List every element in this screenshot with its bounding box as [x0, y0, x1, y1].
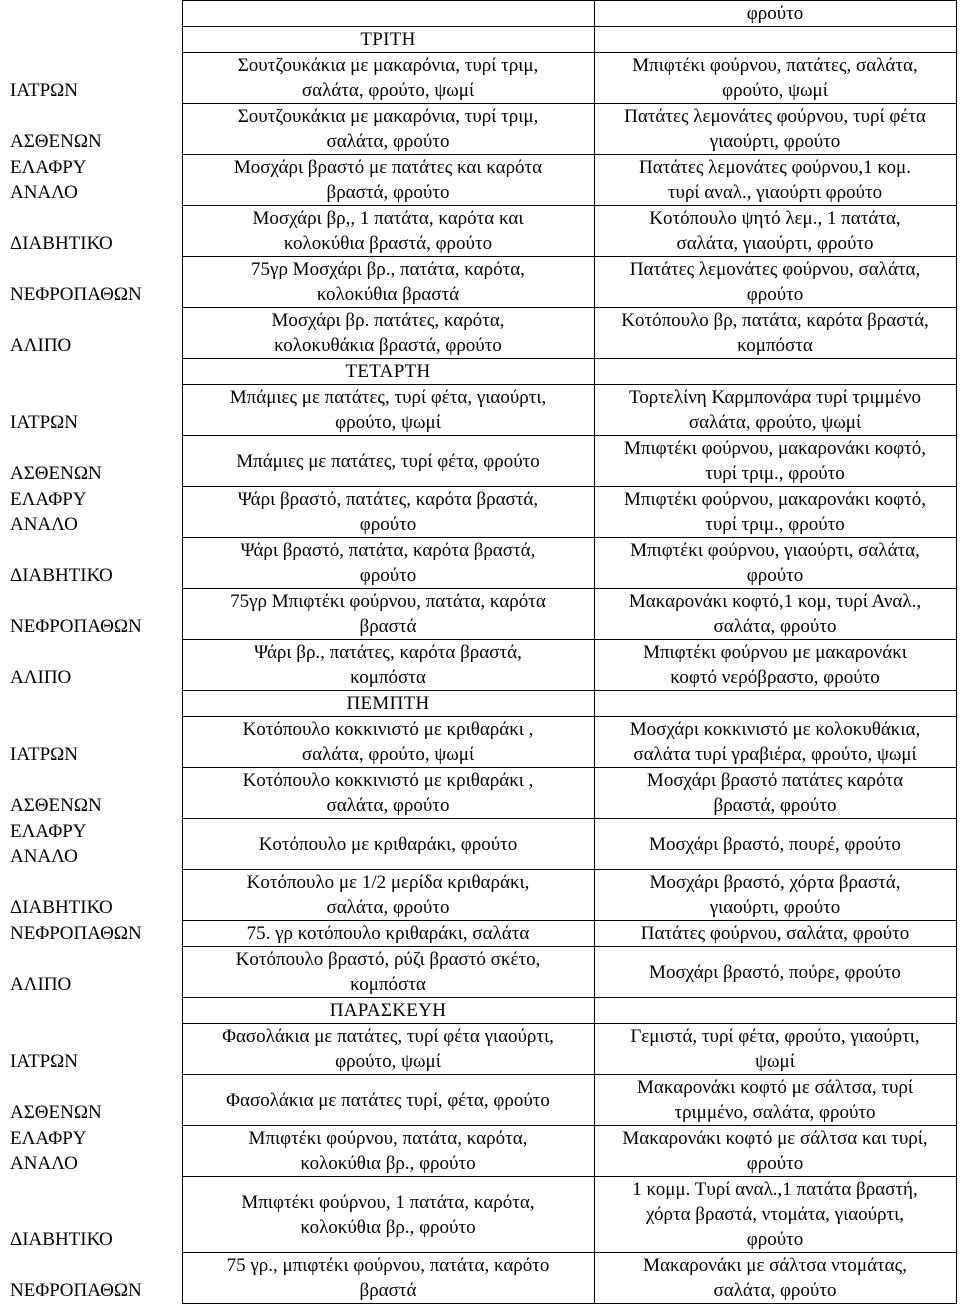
dinner-text: Πατάτες λεμονάτες φούρνου, τυρί φέτα [624, 106, 926, 127]
day-header-row [6, 27, 956, 53]
dinner-text: τυρί τριμ., φρούτο [705, 514, 845, 535]
lunch-text: κολοκύθια βραστά, φρούτο [283, 233, 493, 254]
dinner-text: Πατάτες φούρνου, σαλάτα, φρούτο [640, 923, 910, 944]
lunch-text: βραστά [359, 616, 417, 637]
diet-category-label: ΝΕΦΡΟΠΑΘΩΝ [10, 283, 142, 305]
day-header-evening-cell [594, 998, 956, 1024]
dinner-text: χόρτα βραστά, ντομάτα, γιαούρτι, [645, 1204, 905, 1225]
dinner-cell [594, 206, 956, 257]
dinner-cell [594, 870, 956, 921]
day-header-row [6, 359, 956, 385]
dinner-text: Μακαρονάκι με σάλτσα ντομάτας, [643, 1255, 907, 1276]
dinner-cell [594, 487, 956, 538]
diet-category-label: ΙΑΤΡΩΝ [10, 411, 78, 433]
lunch-cell [182, 1024, 594, 1075]
meal-row [6, 589, 956, 640]
diet-category-label: ΔΙΑΒΗΤΙΚΟ [10, 232, 113, 254]
dinner-cell [594, 640, 956, 691]
lunch-text: 75γρ Μπιφτέκι φούρνου, πατάτα, καρότα [230, 591, 546, 612]
dinner-text: τυρί αναλ., γιαούρτι φρούτο [667, 182, 883, 203]
diet-category-label: ΔΙΑΒΗΤΙΚΟ [10, 564, 113, 586]
dinner-cell [594, 53, 956, 104]
top-blank-cell [182, 1, 594, 27]
day-title: ΤΡΙΤΗ [182, 27, 594, 53]
diet-category [6, 155, 182, 206]
diet-category-label: ΝΕΦΡΟΠΑΘΩΝ [10, 1279, 142, 1301]
dinner-text: γιαούρτι, φρούτο [709, 131, 841, 152]
diet-category-label: ΙΑΤΡΩΝ [10, 79, 78, 101]
lunch-cell [182, 155, 594, 206]
diet-category [6, 538, 182, 589]
dinner-text: φρούτο [746, 565, 804, 586]
meal-row [6, 640, 956, 691]
diet-category-label: ΑΝΑΛΟ [10, 1152, 78, 1174]
meal-row [6, 257, 956, 308]
dinner-cell [594, 921, 956, 947]
day-header-evening-cell [594, 359, 956, 385]
lunch-text: Μπάμιες με πατάτες, τυρί φέτα, φρούτο [236, 450, 540, 472]
dinner-text: Κοτόπουλο βρ, πατάτα, καρότα βραστά, [621, 310, 929, 331]
day-header-row [6, 998, 956, 1024]
diet-category [6, 1177, 182, 1253]
meal-row [6, 53, 956, 104]
lunch-text: φρούτο [359, 565, 417, 586]
diet-category-label: ΑΣΘΕΝΩΝ [10, 1101, 102, 1123]
dinner-text: σαλάτα, φρούτο [713, 1280, 837, 1301]
diet-category-label: ΑΝΑΛΟ [10, 845, 78, 867]
diet-category [6, 487, 182, 538]
dinner-cell [594, 257, 956, 308]
diet-category [6, 1253, 182, 1304]
diet-category [6, 1075, 182, 1126]
diet-category-label: ΙΑΤΡΩΝ [10, 1050, 78, 1072]
lunch-text: κολοκύθια βρ., φρούτο [300, 1216, 476, 1238]
lunch-text: 75γρ Μοσχάρι βρ., πατάτα, καρότα, [251, 259, 525, 280]
lunch-text: κομπόστα [350, 667, 426, 688]
dinner-cell [594, 104, 956, 155]
dinner-cell [594, 538, 956, 589]
dinner-text: Τορτελίνη Καρμπονάρα τυρί τριμμένο [628, 387, 921, 408]
diet-category-label: ΙΑΤΡΩΝ [10, 743, 78, 765]
day-header-spacer [6, 27, 182, 53]
dinner-text: γιαούρτι, φρούτο [709, 897, 841, 918]
diet-category-label: ΔΙΑΒΗΤΙΚΟ [10, 1228, 113, 1250]
diet-category-label: ΑΛΙΠΟ [10, 334, 72, 356]
meal-row [6, 155, 956, 206]
dinner-text: Μπιφτέκι φούρνου με μακαρονάκι [643, 642, 907, 663]
lunch-text: Κοτόπουλο κοκκινιστό με κριθαράκι , [242, 719, 534, 740]
diet-category [6, 436, 182, 487]
top-note-cell: φρούτο [594, 1, 956, 27]
dinner-cell [594, 1075, 956, 1126]
lunch-text: 75. γρ κοτόπουλο κριθαράκι, σαλάτα [246, 923, 530, 944]
dinner-cell [594, 1126, 956, 1177]
dinner-text: Μοσχάρι κοκκινιστό με κολοκυθάκια, [629, 719, 921, 740]
diet-category [6, 308, 182, 359]
dinner-text: 1 κομμ. Τυρί αναλ.,1 πατάτα βραστή, [632, 1179, 918, 1200]
diet-category-label: ΝΕΦΡΟΠΑΘΩΝ [10, 615, 142, 637]
diet-category [6, 921, 182, 947]
dinner-cell [594, 155, 956, 206]
diet-category [6, 947, 182, 998]
lunch-text: σαλάτα, φρούτο, ψωμί [301, 744, 475, 765]
dinner-text: φρούτο, ψωμί [722, 80, 828, 101]
meal-row [6, 206, 956, 257]
lunch-cell [182, 1075, 594, 1126]
lunch-text: κολοκύθια βραστά [316, 284, 460, 305]
meal-row [6, 385, 956, 436]
lunch-text: φρούτο, ψωμί [335, 1051, 441, 1072]
day-title: ΠΑΡΑΣΚΕΥΗ [182, 998, 594, 1024]
lunch-text: Μοσχάρι βρ. πατάτες, καρότα, [271, 310, 505, 331]
lunch-text: σαλάτα, φρούτο [326, 795, 450, 816]
dinner-text: τυρί τριμ., φρούτο [705, 463, 845, 484]
dinner-text: Μπιφτέκι φούρνου, πατάτες, σαλάτα, [632, 55, 918, 76]
dinner-text: κομπόστα [737, 335, 813, 356]
lunch-cell [182, 1253, 594, 1304]
diet-category-label: ΑΣΘΕΝΩΝ [10, 794, 102, 816]
meal-row [6, 768, 956, 819]
meal-row [6, 1126, 956, 1177]
meal-row [6, 1253, 956, 1304]
meal-row [6, 487, 956, 538]
day-header-evening-cell [594, 691, 956, 717]
dinner-text: Γεμιστά, τυρί φέτα, φρούτο, γιαούρτι, [630, 1026, 920, 1047]
meal-row [6, 921, 956, 947]
dinner-text: φρούτο [746, 1153, 804, 1174]
lunch-text: βραστά [359, 1280, 417, 1301]
corner-cell [6, 1, 182, 27]
lunch-text: Ψάρι βραστό, πατάτα, καρότα βραστά, [240, 540, 536, 561]
lunch-text: Μοσχάρι βρ,, 1 πατάτα, καρότα και [252, 208, 524, 229]
meal-row [6, 308, 956, 359]
dinner-text: κοφτό νερόβραστο, φρούτο [670, 667, 880, 688]
day-header-spacer [6, 691, 182, 717]
diet-category [6, 104, 182, 155]
dinner-text: Μπιφτέκι φούρνου, γιαούρτι, σαλάτα, [630, 540, 920, 561]
diet-category-label: ΑΛΙΠΟ [10, 666, 72, 688]
day-header-spacer [6, 359, 182, 385]
dinner-text: σαλάτα, φρούτο [713, 616, 837, 637]
dinner-text: Μοσχάρι βραστό, πούρε, φρούτο [649, 961, 901, 983]
dinner-cell [594, 385, 956, 436]
lunch-cell [182, 308, 594, 359]
lunch-text: Φασολάκια με πατάτες, τυρί φέτα γιαούρτι, [222, 1026, 554, 1047]
diet-category [6, 640, 182, 691]
meal-row [6, 538, 956, 589]
dinner-text: φρούτο [746, 284, 804, 305]
dinner-cell [594, 947, 956, 998]
lunch-cell [182, 819, 594, 870]
dinner-text: σαλάτα, γιαούρτι, φρούτο [676, 233, 874, 254]
lunch-cell [182, 768, 594, 819]
lunch-text: Μπιφτέκι φούρνου, πατάτα, καρότα, [248, 1128, 528, 1149]
diet-category-label: ΑΝΑΛΟ [10, 181, 78, 203]
dinner-text: Μακαρονάκι κοφτό με σάλτσα και τυρί, [622, 1128, 928, 1149]
lunch-cell [182, 257, 594, 308]
diet-category-label: ΕΛΑΦΡΥ [10, 156, 87, 178]
dinner-text: σαλάτα, φρούτο, ψωμί [688, 412, 862, 433]
dinner-text: Μοσχάρι βραστό πατάτες καρότα [646, 770, 904, 791]
lunch-cell [182, 589, 594, 640]
diet-category [6, 1024, 182, 1075]
lunch-text: φρούτο [359, 514, 417, 535]
lunch-text: κολοκυθάκια βραστά, φρούτο [274, 335, 502, 356]
dinner-text: Πατάτες λεμονάτες φούρνου,1 κομ. [639, 157, 911, 178]
diet-category-label: ΕΛΑΦΡΥ [10, 820, 87, 842]
dinner-text: βραστά, φρούτο [713, 795, 837, 816]
lunch-cell [182, 436, 594, 487]
dinner-text: τριμμένο, σαλάτα, φρούτο [674, 1102, 876, 1123]
diet-category [6, 768, 182, 819]
dinner-cell [594, 1253, 956, 1304]
lunch-text: βραστά, φρούτο [326, 182, 450, 203]
dinner-text: Μπιφτέκι φούρνου, μακαρονάκι κοφτό, [624, 438, 926, 459]
lunch-cell [182, 104, 594, 155]
lunch-text: Φασολάκια με πατάτες τυρί, φέτα, φρούτο [226, 1089, 550, 1111]
dinner-text: σαλάτα τυρί γραβιέρα, φρούτο, ψωμί [633, 744, 917, 765]
lunch-text: φρούτο, ψωμί [335, 412, 441, 433]
lunch-text: σαλάτα, φρούτο [326, 897, 450, 918]
dinner-text: Κοτόπουλο ψητό λεμ., 1 πατάτα, [649, 208, 901, 229]
lunch-cell [182, 385, 594, 436]
lunch-text: Ψάρι βραστό, πατάτες, καρότα βραστά, [237, 489, 539, 510]
lunch-cell [182, 487, 594, 538]
lunch-cell [182, 1126, 594, 1177]
lunch-text: Σουτζουκάκια με μακαρόνια, τυρί τριμ, [237, 55, 539, 76]
diet-category [6, 385, 182, 436]
meal-row [6, 1075, 956, 1126]
dinner-cell [594, 768, 956, 819]
dinner-cell [594, 1177, 956, 1253]
meal-row [6, 1177, 956, 1253]
lunch-text: κολοκύθια βρ., φρούτο [300, 1153, 476, 1174]
diet-category [6, 819, 182, 870]
dinner-text: Μακαρονάκι κοφτό με σάλτσα, τυρί [637, 1077, 913, 1098]
lunch-text: Κοτόπουλο με 1/2 μερίδα κριθαράκι, [246, 872, 530, 893]
lunch-text: Κοτόπουλο βραστό, ρύζι βραστό σκέτο, [235, 949, 541, 970]
lunch-cell [182, 206, 594, 257]
lunch-text: σαλάτα, φρούτο [326, 131, 450, 152]
lunch-text: 75 γρ., μπιφτέκι φούρνου, πατάτα, καρότο [226, 1255, 550, 1276]
dinner-cell [594, 308, 956, 359]
dinner-cell [594, 819, 956, 870]
dinner-text: Μπιφτέκι φούρνου, μακαρονάκι κοφτό, [624, 489, 926, 510]
day-header-row [6, 691, 956, 717]
meal-row [6, 819, 956, 870]
meal-row [6, 947, 956, 998]
dinner-text: Μακαρονάκι κοφτό,1 κομ, τυρί Αναλ., [628, 591, 922, 612]
diet-category-label: ΑΣΘΕΝΩΝ [10, 462, 102, 484]
lunch-text: σαλάτα, φρούτο, ψωμί [301, 80, 475, 101]
dinner-text: Μοσχάρι βραστό, πουρέ, φρούτο [649, 833, 901, 855]
meal-row [6, 436, 956, 487]
lunch-text: Κοτόπουλο με κριθαράκι, φρούτο [258, 833, 518, 855]
lunch-cell [182, 947, 594, 998]
lunch-text: Μπάμιες με πατάτες, τυρί φέτα, γιαούρτι, [229, 387, 547, 408]
diet-category [6, 870, 182, 921]
diet-category-label: ΔΙΑΒΗΤΙΚΟ [10, 896, 113, 918]
diet-category [6, 206, 182, 257]
lunch-cell [182, 538, 594, 589]
diet-category [6, 53, 182, 104]
day-header-spacer [6, 998, 182, 1024]
lunch-cell [182, 53, 594, 104]
lunch-cell [182, 921, 594, 947]
lunch-cell [182, 640, 594, 691]
meal-row [6, 104, 956, 155]
menu-table [6, 0, 957, 1304]
lunch-text: κομπόστα [350, 974, 426, 995]
day-header-evening-cell [594, 27, 956, 53]
lunch-text: Κοτόπουλο κοκκινιστό με κριθαράκι , [242, 770, 534, 791]
diet-category-label: ΑΝΑΛΟ [10, 513, 78, 535]
diet-category-label: ΑΛΙΠΟ [10, 973, 72, 995]
day-title: ΤΕΤΑΡΤΗ [182, 359, 594, 385]
lunch-text: Μπιφτέκι φούρνου, 1 πατάτα, καρότα, [241, 1191, 535, 1213]
meal-row [6, 870, 956, 921]
diet-category [6, 717, 182, 768]
meal-row [6, 1024, 956, 1075]
dinner-text: φρούτο [746, 1229, 804, 1250]
lunch-text: Σουτζουκάκια με μακαρόνια, τυρί τριμ, [237, 106, 539, 127]
diet-category [6, 257, 182, 308]
dinner-text: Πατάτες λεμονάτες φούρνου, σαλάτα, [629, 259, 921, 280]
lunch-text: Μοσχάρι βραστό με πατάτες και καρότα [233, 157, 543, 178]
lunch-cell [182, 870, 594, 921]
day-title: ΠΕΜΠΤΗ [182, 691, 594, 717]
dinner-text: ψωμί [755, 1051, 795, 1072]
lunch-cell [182, 1177, 594, 1253]
diet-category [6, 1126, 182, 1177]
dinner-cell [594, 589, 956, 640]
diet-category [6, 589, 182, 640]
dinner-cell [594, 717, 956, 768]
dinner-text: Μοσχάρι βραστό, χόρτα βραστά, [649, 872, 901, 893]
top-row [6, 1, 956, 27]
diet-category-label: ΕΛΑΦΡΥ [10, 1127, 87, 1149]
dinner-cell [594, 1024, 956, 1075]
lunch-text: Ψάρι βρ., πατάτες, καρότα βραστά, [254, 642, 522, 663]
lunch-cell [182, 717, 594, 768]
diet-category-label: ΕΛΑΦΡΥ [10, 488, 87, 510]
meal-row [6, 717, 956, 768]
diet-category-label: ΑΣΘΕΝΩΝ [10, 130, 102, 152]
diet-category-label: ΝΕΦΡΟΠΑΘΩΝ [10, 922, 142, 944]
dinner-cell [594, 436, 956, 487]
